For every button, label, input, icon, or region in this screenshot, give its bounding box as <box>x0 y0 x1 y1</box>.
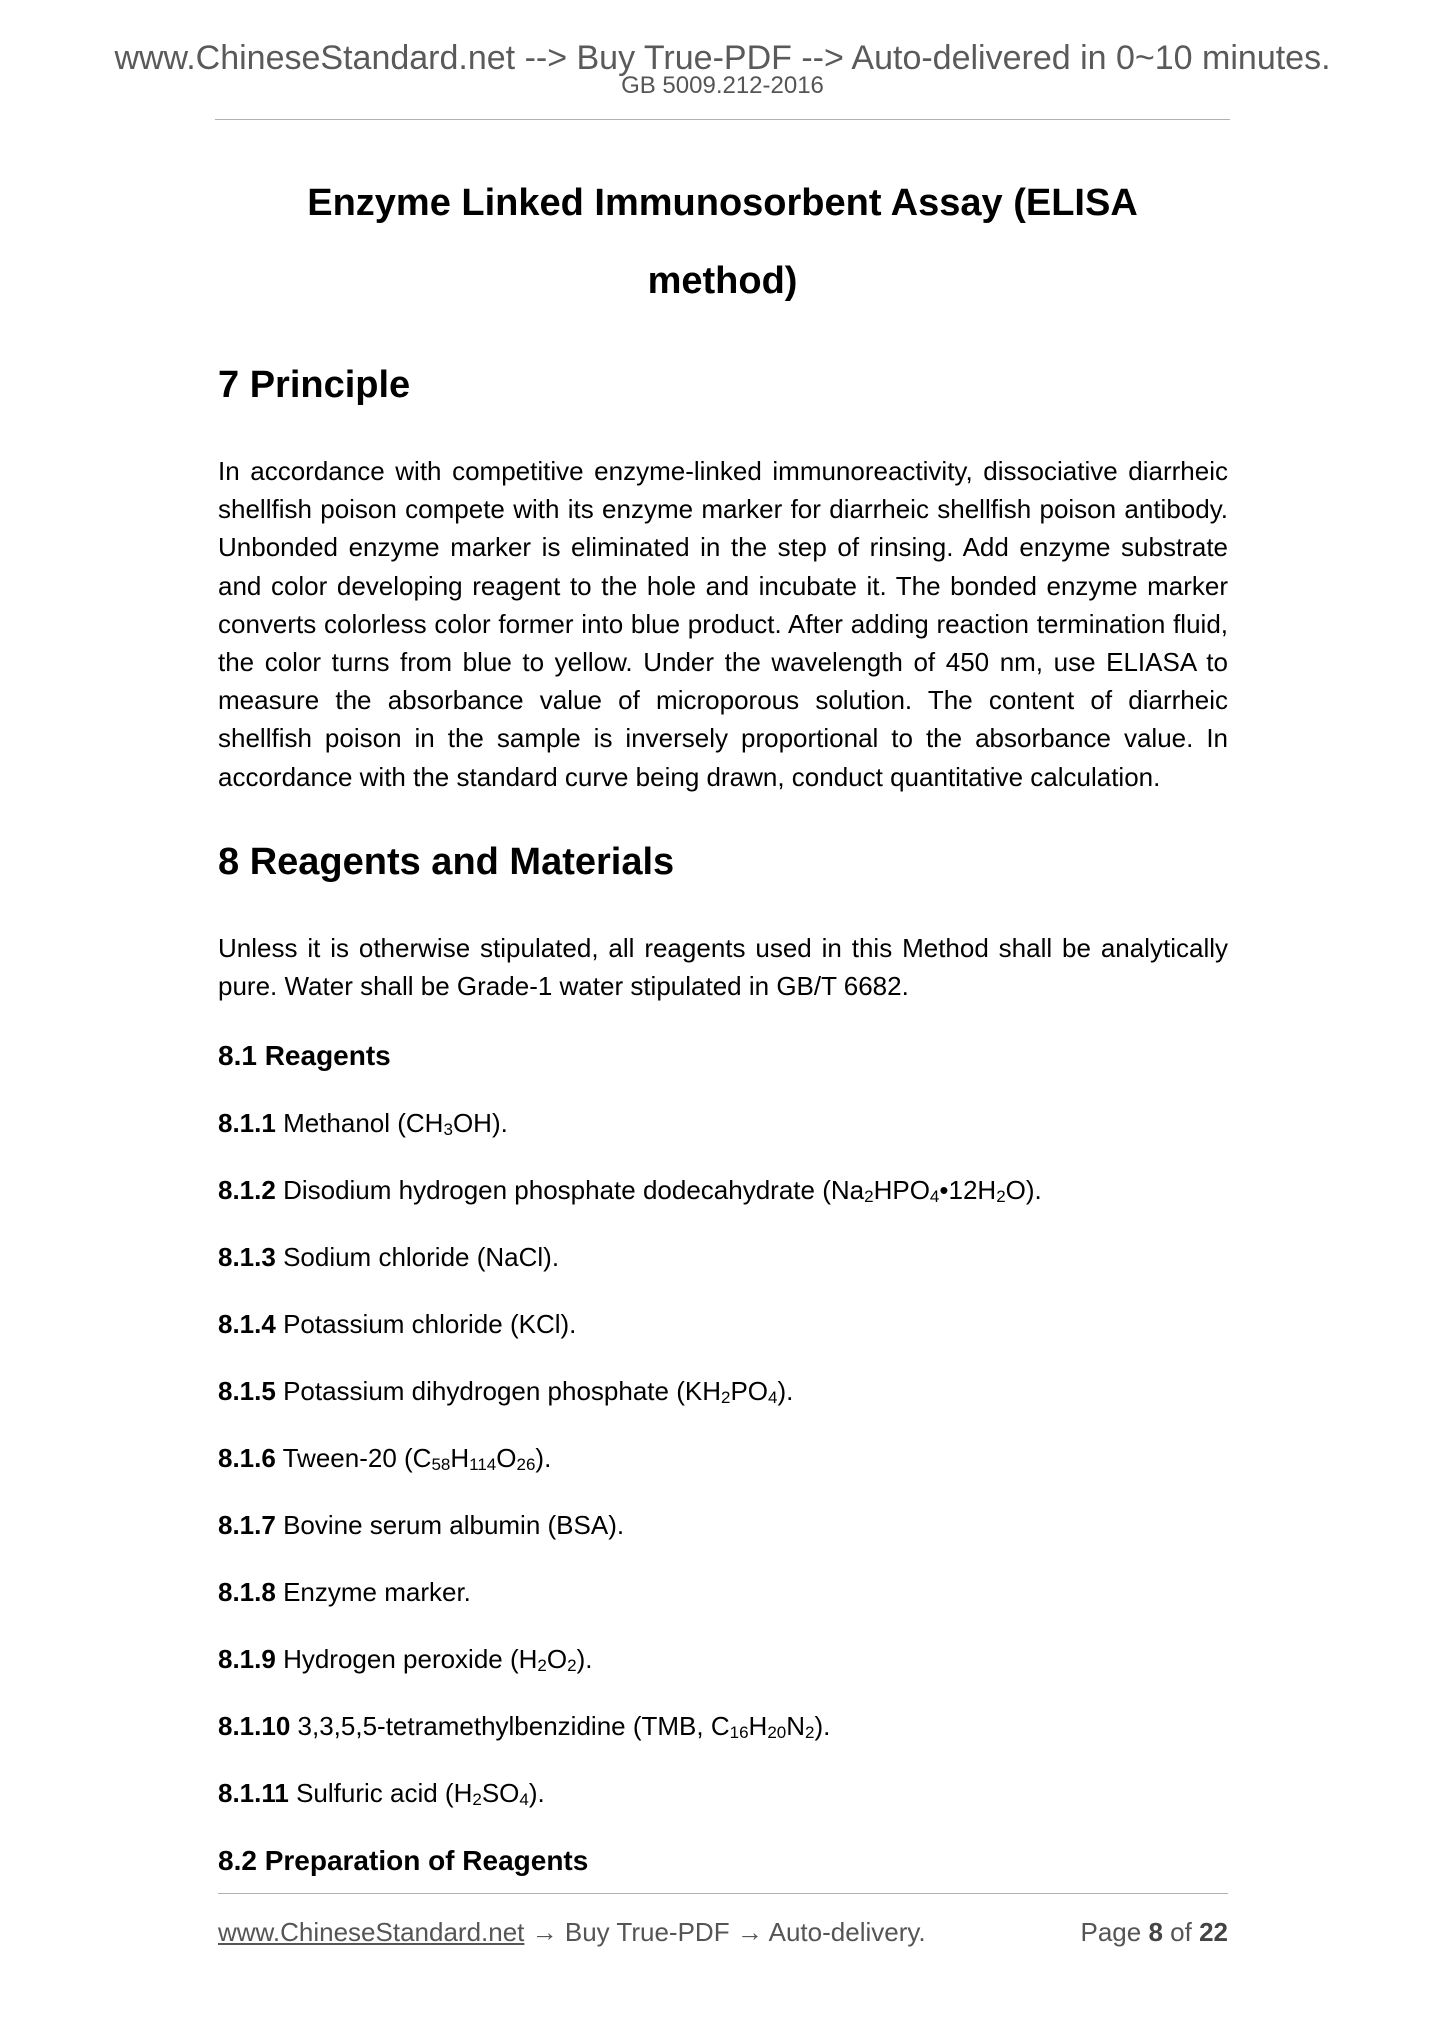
document-title-line1: Enzyme Linked Immunosorbent Assay (ELISA <box>307 182 1138 224</box>
page-number: 8 <box>1148 1917 1163 1947</box>
item-number: 8.1.9 <box>218 1644 276 1674</box>
item-number: 8.1.5 <box>218 1376 276 1406</box>
arrow-icon: → <box>531 1917 558 1947</box>
reagent-item: 8.1.8 Enzyme marker. <box>218 1577 471 1607</box>
top-banner: www.ChineseStandard.net --> Buy True-PDF --> Auto-delivered in 0~10 minutes. <box>114 39 1331 77</box>
reagent-item: 8.1.1 Methanol $(CH_3OH)$. <box>218 1108 508 1139</box>
reagent-item: 8.1.3 Sodium chloride (NaCl). <box>218 1242 560 1272</box>
item-number: 8.1.8 <box>218 1577 276 1607</box>
footer-buy-text: Buy True-PDF <box>564 1917 730 1947</box>
reagent-item: 8.1.4 Potassium chloride (KCl). <box>218 1309 577 1339</box>
header-divider <box>215 119 1230 120</box>
section-8-heading: 8 Reagents and Materials <box>218 841 675 883</box>
section-8-1-heading: 8.1 Reagents <box>218 1040 391 1071</box>
arrow-icon: → <box>736 1917 763 1947</box>
page-indicator: Page 8 of 22 <box>1080 1917 1228 1947</box>
item-number: 8.1.3 <box>218 1242 276 1272</box>
reagent-item: 8.1.11 Sulfuric acid $(H_2SO_4)$. <box>218 1778 545 1809</box>
section-7-paragraph: In accordance with competitive enzyme-linked immunoreactivity, dissociative diarrheic shellfish poison compete with its enzyme marker for diarrheic shellfish poison antibody. Unbonded enzyme marker is eliminated in the step of rinsing. Add enzyme substrate and color developing reagent to the hole and incubate it. The bonded enzyme marker converts colorless color former into blue product. After adding reaction termination fluid, the color turns from blue to yellow. Under the wavelength of 450 nm, use ELIASA to measure the absorbance value of microporous solution. The content of diarrheic shellfish poison in the sample is inversely proportional to the absorbance value. In accordance with the standard curve being drawn, conduct quantitative calculation. <box>218 456 1228 792</box>
standard-number: GB 5009.212-2016 <box>621 72 824 99</box>
item-number: 8.1.10 <box>218 1711 291 1741</box>
section-8-2-heading: 8.2 Preparation of Reagents <box>218 1845 589 1876</box>
page-footer <box>218 1916 1228 1948</box>
footer-auto-text: Auto-delivery. <box>768 1917 926 1947</box>
document-title-line2: method) <box>647 260 798 302</box>
item-number: 8.1.7 <box>218 1510 276 1540</box>
reagent-item: 8.1.2 Disodium hydrogen phosphate dodecahydrate $(Na_2HPO_4•12H_2O)$. <box>218 1175 1042 1206</box>
item-number: 8.1.4 <box>218 1309 276 1339</box>
item-number: 8.1.2 <box>218 1175 276 1205</box>
reagent-item: 8.1.9 Hydrogen peroxide $(H_2O_2)$. <box>218 1644 593 1675</box>
reagent-item: 8.1.10 3,3,5,5-tetramethylbenzidine (TMB, $C_{16}H_{20}N_2$). <box>218 1711 831 1742</box>
section-8-paragraph: Unless it is otherwise stipulated, all reagents used in this Method shall be analytically pure. Water shall be Grade-1 water stipulated in GB/T 6682. <box>218 933 1228 1002</box>
item-number: 8.1.11 <box>218 1778 289 1808</box>
footer-divider <box>218 1893 1228 1894</box>
page-total: 22 <box>1199 1917 1228 1947</box>
section-7-heading: 7 Principle <box>218 364 411 406</box>
reagent-item: 8.1.7 Bovine serum albumin (BSA). <box>218 1510 625 1540</box>
item-number: 8.1.6 <box>218 1443 276 1473</box>
item-number: 8.1.1 <box>218 1108 276 1138</box>
reagent-item: 8.1.6 Tween-20 $(C_{58}H_{114}O_{26})$. <box>218 1443 552 1474</box>
footer-website-link[interactable]: www.ChineseStandard.net <box>218 1917 525 1947</box>
reagent-item: 8.1.5 Potassium dihydrogen phosphate $(KH_2PO_4)$. <box>218 1376 794 1407</box>
